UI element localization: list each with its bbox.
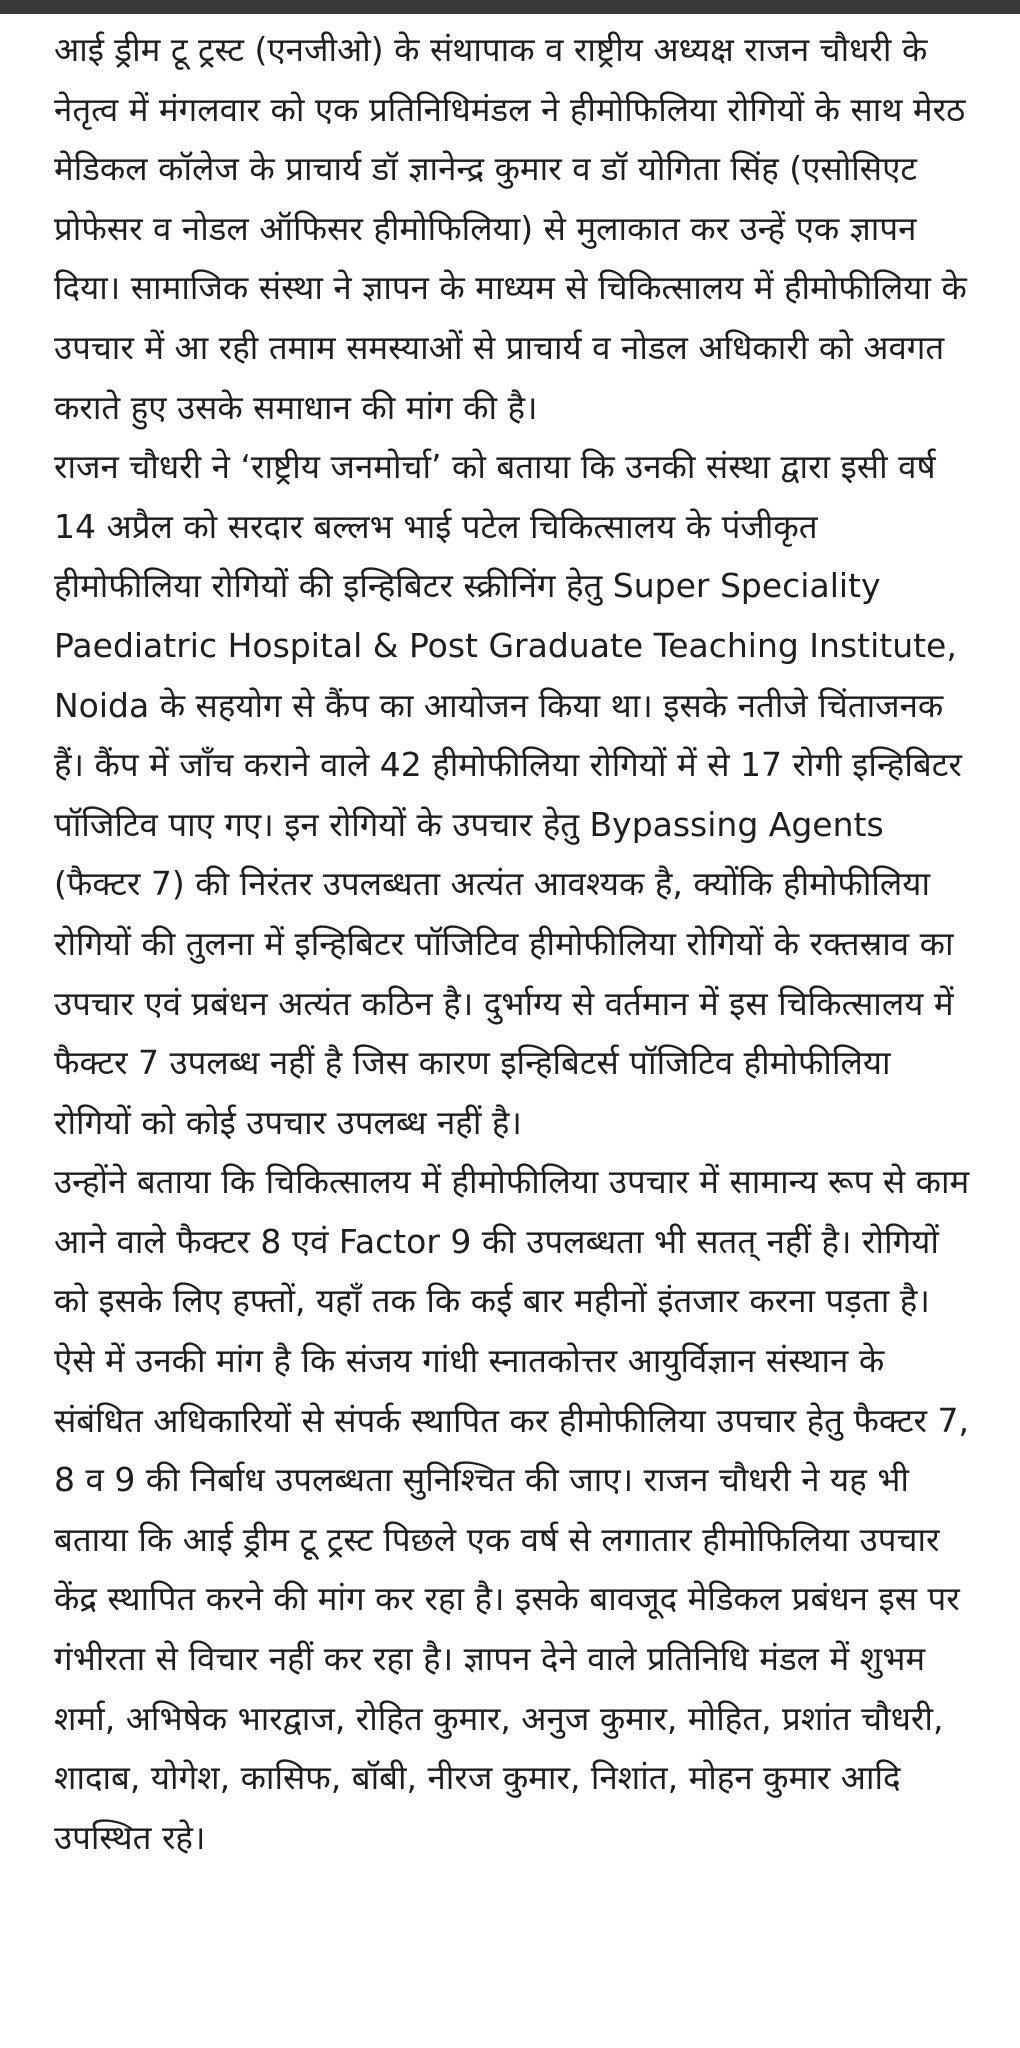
status-bar — [0, 0, 1020, 14]
article-paragraph-3: उन्होंने बताया कि चिकित्सालय में हीमोफीलिया उपचार में सामान्य रूप से काम आने वाले फैक्टर 8 एवं Factor 9 की उपलब्धता भी सतत् नहीं है। रोगियों को इसके लिए हफ्तों, यहाँ तक कि कई बार महीनों इंतजार करना पड़ता है। ऐसे में उनकी मांग है कि संजय गांधी स्नातकोत्तर आयुर्विज्ञान संस्थान के संबंधित अधिकारियों से संपर्क स्थापित कर हीमोफीलिया उपचार हेतु फैक्टर 7, 8 व 9 की निर्बाध उपलब्धता सुनिश्चित की जाए। राजन चौधरी ने यह भी बताया कि आई ड्रीम टू ट्रस्ट पिछले एक वर्ष से लगातार हीमोफिलिया उपचार केंद्र स्थापित करने की मांग कर रहा है। इसके बावजूद मेडिकल प्रबंधन इस पर गंभीरता से विचार नहीं कर रहा है। ज्ञापन देने वाले प्रतिनिधि मंडल में शुभम शर्मा, अभिषेक भारद्वाज, रोहित कुमार, अनुज कुमार, मोहित, प्रशांत चौधरी, शादाब, योगेश, कासिफ, बॉबी, नीरज कुमार, निशांत, मोहन कुमार आदि उपस्थित रहे। — [54, 1162, 970, 1857]
article-paragraph-1: आई ड्रीम टू ट्रस्ट (एनजीओ) के संथापाक व राष्ट्रीय अध्यक्ष राजन चौधरी के नेतृत्व में मंगलवार को एक प्रतिनिधिमंडल ने हीमोफिलिया रोगियों के साथ मेरठ मेडिकल कॉलेज के प्राचार्य डॉ ज्ञानेन्द्र कुमार व डॉ योगिता सिंह (एसोसिएट प्रोफेसर व नोडल ऑफिसर हीमोफिलिया) से मुलाकात कर उन्हें एक ज्ञापन दिया। सामाजिक संस्था ने ज्ञापन के माध्यम से चिकित्सालय में हीमोफीलिया के उपचार में आ रही तमाम समस्याओं से प्राचार्य व नोडल अधिकारी को अवगत कराते हुए उसके समाधान की मांग की है। — [54, 30, 967, 427]
article-body — [54, 20, 972, 1867]
article-paragraph-2: राजन चौधरी ने ‘राष्ट्रीय जनमोर्चा’ को बताया कि उनकी संस्था द्वारा इसी वर्ष 14 अप्रैल को सरदार बल्लभ भाई पटेल चिकित्सालय के पंजीकृत हीमोफीलिया रोगियों की इन्हिबिटर स्क्रीनिंग हेतु Super Speciality Paediatric Hospital & Post Graduate Teaching Institute, Noida के सहयोग से कैंप का आयोजन किया था। इसके नतीजे चिंताजनक हैं। कैंप में जाँच कराने वाले 42 हीमोफीलिया रोगियों में से 17 रोगी इन्हिबिटर पॉजिटिव पाए गए। इन रोगियों के उपचार हेतु Bypassing Agents (फैक्टर 7) की निरंतर उपलब्धता अत्यंत आवश्यक है, क्योंकि हीमोफीलिया रोगियों की तुलना में इन्हिबिटर पॉजिटिव हीमोफीलिया रोगियों के रक्तस्राव का उपचार एवं प्रबंधन अत्यंत कठिन है। दुर्भाग्य से वर्तमान में इस चिकित्सालय में फैक्टर 7 उपलब्ध नहीं है जिस कारण इन्हिबिटर्स पॉजिटिव हीमोफीलिया रोगियों को कोई उपचार उपलब्ध नहीं है। — [54, 447, 962, 1142]
